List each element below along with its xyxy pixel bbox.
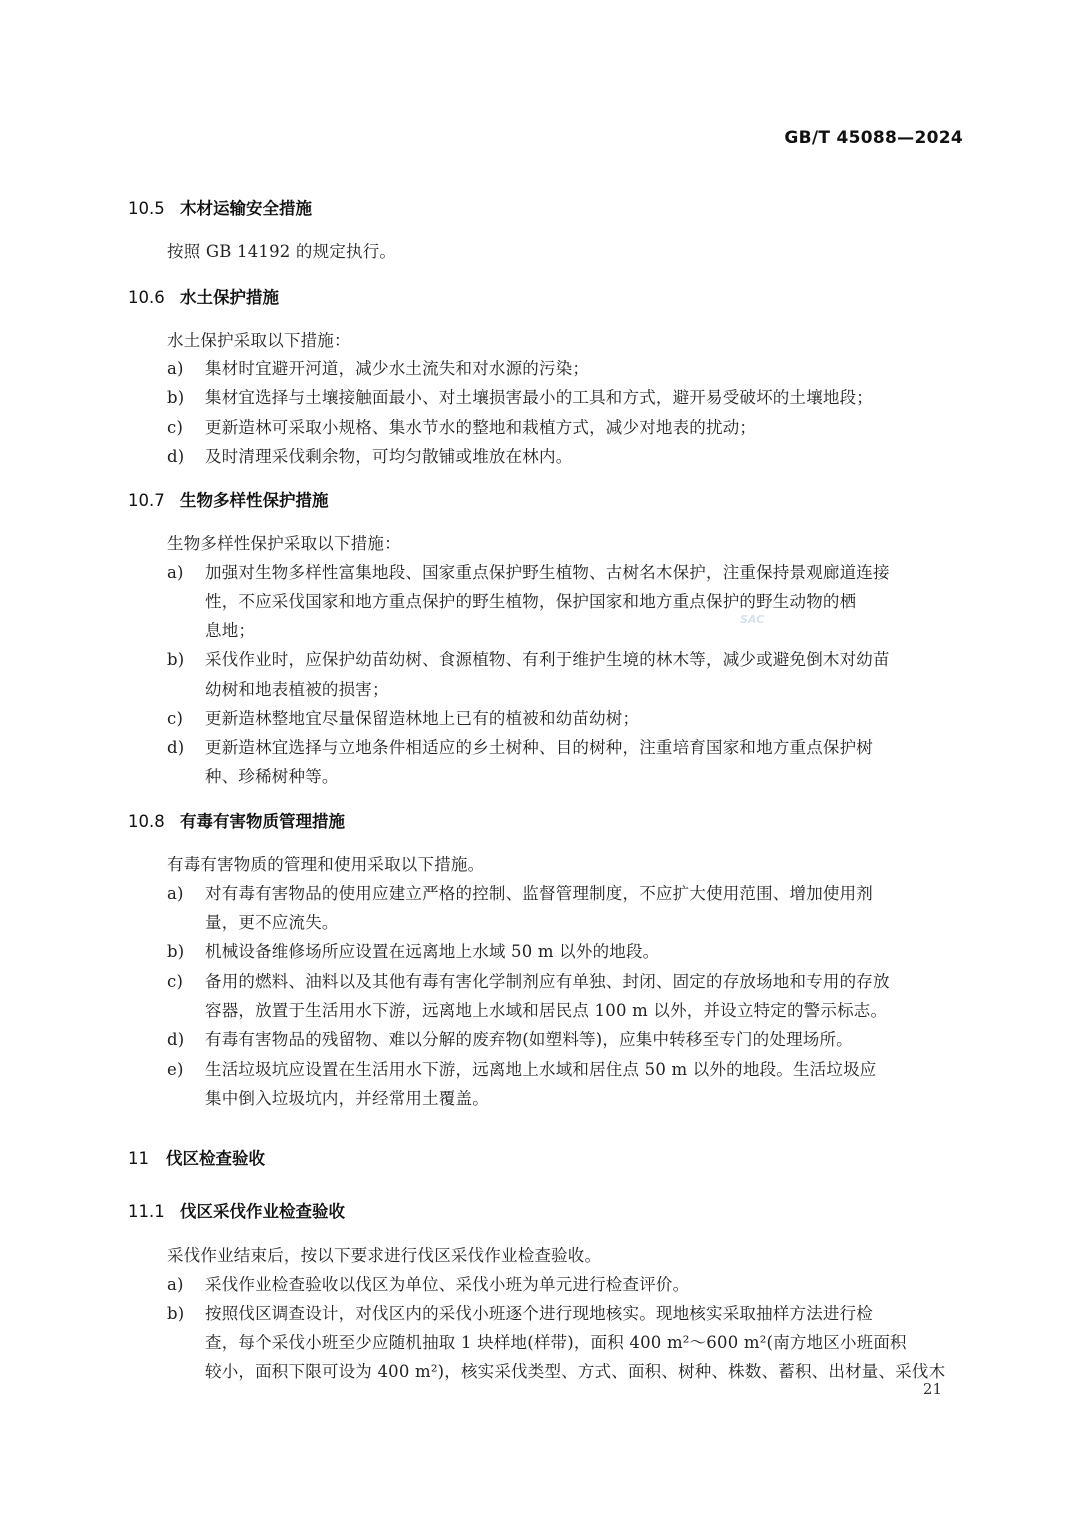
section-title: 水土保护措施: [180, 288, 279, 307]
list-text: 按照伐区调查设计，对伐区内的采伐小班逐个进行现地核实。现地核实采取抽样方法进行检: [205, 1304, 873, 1323]
list-text: 有毒有害物品的残留物、难以分解的废弃物(如塑料等)，应集中转移至专门的处理场所。: [205, 1030, 853, 1049]
list-item: [167, 384, 873, 408]
list-marker: a): [167, 359, 184, 378]
list-marker: b): [167, 388, 185, 407]
section-title: 木材运输安全措施: [180, 199, 312, 218]
section-heading-10-6: [128, 284, 279, 308]
list-text: 对有毒有害物品的使用应建立严格的控制、监督管理制度，不应扩大使用范围、增加使用剂: [205, 884, 873, 903]
list-item: [167, 443, 572, 467]
list-marker: e): [167, 1060, 184, 1079]
list-item: [167, 414, 756, 438]
list-item: [167, 1056, 876, 1080]
section-number: 10.7: [128, 491, 165, 510]
chapter-number: 11: [128, 1149, 149, 1168]
list-marker: c): [167, 972, 184, 991]
list-marker: a): [167, 563, 184, 582]
list-text-continued: 较小，面积下限可设为 400 m²)，核实采伐类型、方式、面积、树种、株数、蓄积、出材量、采伐木: [205, 1362, 946, 1381]
list-text: 采伐作业检查验收以伐区为单位、采伐小班为单元进行检查评价。: [205, 1275, 690, 1294]
chapter-title: 伐区检查验收: [166, 1149, 265, 1168]
list-text: 更新造林可采取小规格、集水节水的整地和栽植方式，减少对地表的扰动；: [205, 418, 757, 437]
list-text: 生活垃圾坑应设置在生活用水下游，远离地上水域和居住点 50 m 以外的地段。生活垃圾应: [205, 1060, 877, 1079]
section-number: 10.5: [128, 199, 165, 218]
list-item: [167, 734, 873, 758]
list-item: [167, 705, 639, 729]
list-text: 机械设备维修场所应设置在远离地上水域 50 m 以外的地段。: [205, 942, 660, 961]
list-text-continued: 集中倒入垃圾坑内，并经常用土覆盖。: [205, 1089, 489, 1108]
list-text-continued: 幼树和地表植被的损害；: [205, 680, 389, 699]
paragraph: 按照 GB 14192 的规定执行。: [167, 242, 397, 261]
section-number: 10.8: [128, 812, 165, 831]
list-text: 集材时宜避开河道，减少水土流失和对水源的污染；: [205, 359, 590, 378]
paragraph: 水土保护采取以下措施：: [167, 331, 351, 350]
list-item: [167, 1271, 689, 1295]
list-item: [167, 1300, 873, 1324]
section-heading-10-8: [128, 808, 345, 832]
paragraph: 有毒有害物质的管理和使用采取以下措施。: [167, 855, 485, 874]
list-marker: c): [167, 418, 184, 437]
list-item: [167, 880, 873, 904]
section-number: 10.6: [128, 288, 165, 307]
paragraph: 生物多样性保护采取以下措施：: [167, 534, 401, 553]
section-title: 生物多样性保护措施: [180, 491, 329, 510]
sac-watermark-logo: SAC: [740, 613, 765, 626]
list-marker: c): [167, 709, 184, 728]
list-text-continued: 性，不应采伐国家和地方重点保护的野生植物，保护国家和地方重点保护的野生动物的栖: [205, 592, 857, 611]
list-marker: a): [167, 884, 184, 903]
chapter-heading-11: [128, 1145, 265, 1169]
list-text: 更新造林宜选择与立地条件相适应的乡土树种、目的树种，注重培育国家和地方重点保护树: [205, 738, 873, 757]
section-heading-11-1: [128, 1198, 345, 1222]
list-text-continued: 种、珍稀树种等。: [205, 767, 339, 786]
list-item: [167, 355, 589, 379]
list-item: [167, 968, 890, 992]
list-item: [167, 646, 890, 670]
section-title: 伐区采伐作业检查验收: [180, 1202, 345, 1221]
list-text: 及时清理采伐剩余物，可均匀散铺或堆放在林内。: [205, 447, 573, 466]
list-text: 集材宜选择与土壤接触面最小、对土壤损害最小的工具和方式，避开易受破坏的土壤地段；: [205, 388, 873, 407]
section-number: 11.1: [128, 1202, 165, 1221]
list-marker: a): [167, 1275, 184, 1294]
list-item: [167, 938, 659, 962]
list-marker: d): [167, 1030, 185, 1049]
list-marker: b): [167, 942, 185, 961]
list-marker: d): [167, 738, 185, 757]
list-item: [167, 1026, 853, 1050]
list-marker: b): [167, 1304, 185, 1323]
page-number: 21: [922, 1380, 942, 1398]
section-title: 有毒有害物质管理措施: [180, 812, 345, 831]
section-heading-10-7: [128, 487, 329, 511]
list-text-continued: 查，每个采伐小班至少应随机抽取 1 块样地(样带)，面积 400 m²～600 m²(南方地区小班面积: [205, 1333, 907, 1352]
standard-number: GB/T 45088—2024: [784, 128, 963, 148]
paragraph: 采伐作业结束后，按以下要求进行伐区采伐作业检查验收。: [167, 1246, 602, 1265]
section-heading-10-5: [128, 195, 312, 219]
list-text: 更新造林整地宜尽量保留造林地上已有的植被和幼苗幼树；: [205, 709, 640, 728]
list-text: 加强对生物多样性富集地段、国家重点保护野生植物、古树名木保护，注重保持景观廊道连接: [205, 563, 890, 582]
list-text: 备用的燃料、油料以及其他有毒有害化学制剂应有单独、封闭、固定的存放场地和专用的存放: [205, 972, 890, 991]
list-marker: d): [167, 447, 185, 466]
list-item: [167, 559, 890, 583]
list-text-continued: 量，更不应流失。: [205, 913, 339, 932]
list-text-continued: 容器，放置于生活用水下游，远离地上水域和居民点 100 m 以外，并设立特定的警示标志。: [205, 1001, 888, 1020]
list-text-continued: 息地；: [205, 621, 256, 640]
list-marker: b): [167, 650, 185, 669]
list-text: 采伐作业时，应保护幼苗幼树、食源植物、有利于维护生境的林木等，减少或避免倒木对幼苗: [205, 650, 890, 669]
